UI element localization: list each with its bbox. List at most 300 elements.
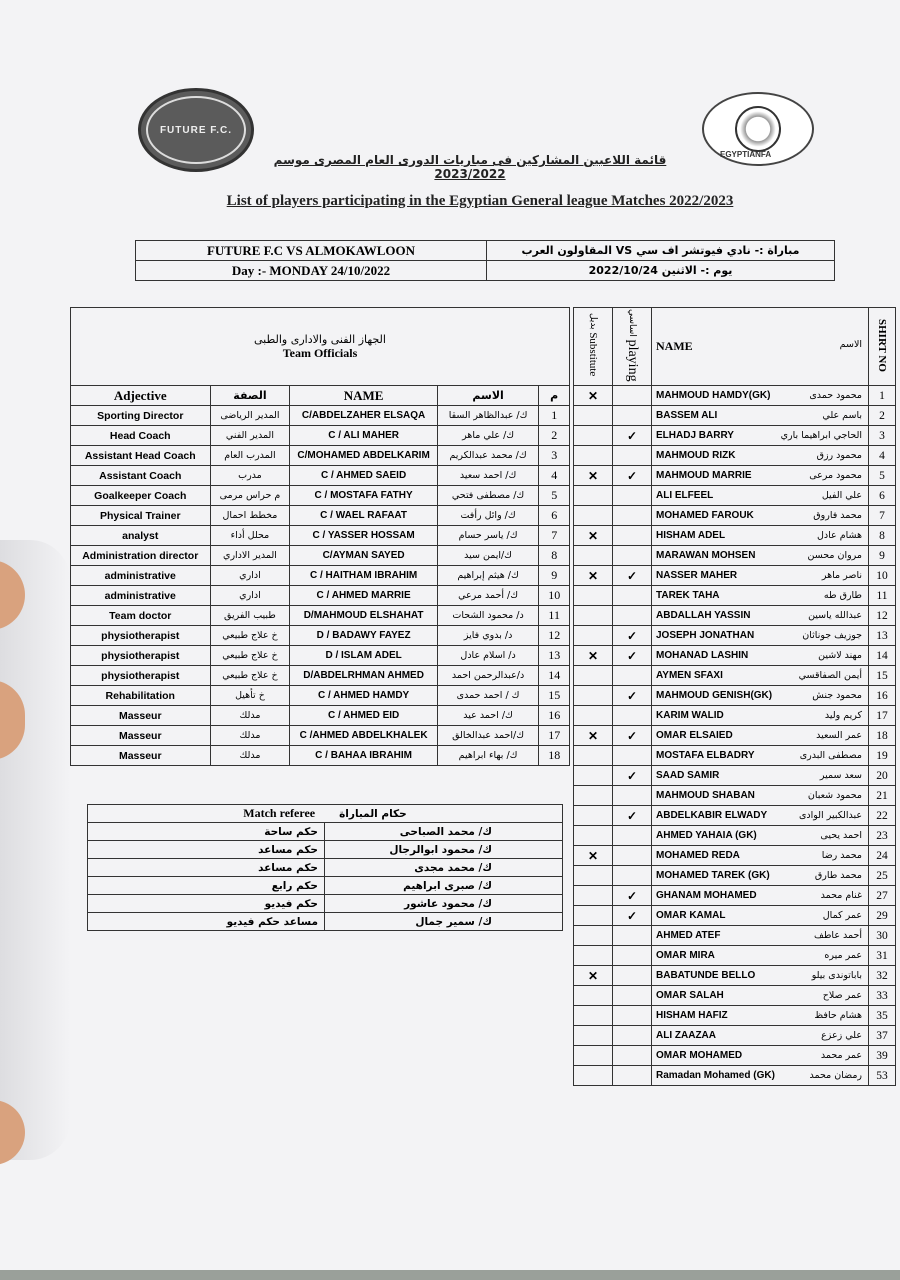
- player-name-ar: الحاجي ابراهيما باري: [780, 430, 862, 441]
- player-row: [574, 526, 896, 546]
- player-name-cell: [652, 726, 869, 746]
- player-name-ar: ناصر ماهر: [821, 570, 862, 581]
- player-name: ABDALLAH YASSIN: [656, 610, 751, 621]
- referee-name: ك/ محمود ابوالرجال: [325, 841, 563, 859]
- referee-name: ك/ سمير جمال: [325, 913, 563, 931]
- player-name: BASSEM ALI: [656, 410, 718, 421]
- playing-mark: [613, 1066, 652, 1086]
- referee-row: [88, 859, 563, 877]
- player-name-cell: [652, 586, 869, 606]
- official-row: [71, 546, 570, 566]
- player-name-cell: [652, 746, 869, 766]
- shirt-number: 15: [869, 666, 896, 686]
- shirt-number: 22: [869, 806, 896, 826]
- player-name: AYMEN SFAXI: [656, 670, 723, 681]
- playing-mark: [613, 506, 652, 526]
- substitute-mark: ✕: [574, 846, 613, 866]
- football-icon: [735, 106, 781, 152]
- shirt-number: 17: [869, 706, 896, 726]
- player-row: [574, 446, 896, 466]
- playing-mark: [613, 606, 652, 626]
- playing-mark: ✓: [613, 906, 652, 926]
- substitute-mark: [574, 886, 613, 906]
- player-row: [574, 666, 896, 686]
- official-name-ar: ك/ علي ماهر: [437, 426, 539, 446]
- substitute-mark: [574, 746, 613, 766]
- player-name-ar: رمضان محمد: [809, 1070, 862, 1081]
- playing-mark: [613, 446, 652, 466]
- shirt-no-label: SHIRT NO: [876, 318, 888, 372]
- referee-row: [88, 895, 563, 913]
- official-adjective: Assistant Coach: [71, 466, 211, 486]
- official-row: [71, 606, 570, 626]
- official-adjective: physiotherapist: [71, 666, 211, 686]
- player-name-ar: أحمد عاطف: [814, 930, 862, 941]
- referee-row: [88, 913, 563, 931]
- player-name-ar: باسم علي: [822, 410, 862, 421]
- official-name-ar: ك/ بهاء ابراهيم: [437, 746, 539, 766]
- shirt-number: 10: [869, 566, 896, 586]
- shirt-number: 35: [869, 1006, 896, 1026]
- official-name-ar: ك / احمد حمدى: [437, 686, 539, 706]
- player-row: [574, 826, 896, 846]
- player-name-cell: [652, 486, 869, 506]
- col-playing: [613, 308, 652, 386]
- player-name: ELHADJ BARRY: [656, 430, 734, 441]
- playing-mark: [613, 846, 652, 866]
- player-name-cell: [652, 926, 869, 946]
- substitute-mark: [574, 1046, 613, 1066]
- playing-mark: ✓: [613, 806, 652, 826]
- col-num: م: [539, 386, 570, 406]
- player-name-cell: [652, 966, 869, 986]
- player-name: MOHAMED TAREK (GK): [656, 870, 770, 881]
- player-name-ar: محمود جنش: [812, 690, 862, 701]
- referee-title-ar: حكام المباراة: [339, 808, 407, 820]
- player-name-cell: [652, 806, 869, 826]
- shirt-number: 23: [869, 826, 896, 846]
- player-name-ar: محمود شعبان: [807, 790, 862, 801]
- official-name: C / AHMED SAEID: [290, 466, 437, 486]
- shirt-number: 8: [869, 526, 896, 546]
- official-name-ar: ك/ ياسر حسام: [437, 526, 539, 546]
- substitute-mark: [574, 1026, 613, 1046]
- referee-header: [88, 805, 563, 823]
- official-row: [71, 426, 570, 446]
- playing-mark: [613, 966, 652, 986]
- substitute-mark: [574, 946, 613, 966]
- substitute-mark: ✕: [574, 566, 613, 586]
- official-role-ar: مدلك: [210, 726, 290, 746]
- col-role-ar: الصفة: [210, 386, 290, 406]
- official-role-ar: اداري: [210, 566, 290, 586]
- official-name-ar: ك/ مصطفى فتحي: [437, 486, 539, 506]
- player-row: [574, 486, 896, 506]
- official-adjective: administrative: [71, 566, 211, 586]
- player-row: [574, 1006, 896, 1026]
- player-name: OMAR KAMAL: [656, 910, 726, 921]
- official-number: 5: [539, 486, 570, 506]
- player-name-ar: محمد رضا: [821, 850, 862, 861]
- player-name-cell: [652, 606, 869, 626]
- player-name-cell: [652, 706, 869, 726]
- player-row: [574, 846, 896, 866]
- official-row: [71, 686, 570, 706]
- shirt-number: 33: [869, 986, 896, 1006]
- shirt-number: 14: [869, 646, 896, 666]
- substitute-mark: [574, 506, 613, 526]
- official-number: 2: [539, 426, 570, 446]
- future-fc-logo: [138, 88, 254, 172]
- substitute-mark: [574, 786, 613, 806]
- official-adjective: Goalkeeper Coach: [71, 486, 211, 506]
- official-adjective: Masseur: [71, 706, 211, 726]
- player-name-cell: [652, 646, 869, 666]
- official-role-ar: مدلك: [210, 706, 290, 726]
- shirt-number: 18: [869, 726, 896, 746]
- officials-title-en: Team Officials: [282, 345, 358, 360]
- playing-mark: [613, 946, 652, 966]
- player-row: [574, 786, 896, 806]
- referee-role: حكم ساحة: [88, 823, 325, 841]
- official-number: 1: [539, 406, 570, 426]
- official-number: 12: [539, 626, 570, 646]
- official-name-ar: ك/ محمد عبدالكريم: [437, 446, 539, 466]
- referee-name: ك/ محمد مجدى: [325, 859, 563, 877]
- referee-role: حكم مساعد: [88, 859, 325, 877]
- player-name-ar: محمود حمدى: [809, 390, 862, 401]
- substitute-mark: [574, 986, 613, 1006]
- player-name: ALI ELFEEL: [656, 490, 714, 501]
- playing-mark: [613, 826, 652, 846]
- player-name-cell: [652, 566, 869, 586]
- player-name: AHMED YAHAIA (GK): [656, 830, 757, 841]
- player-name-ar: مروان محسن: [807, 550, 862, 561]
- player-row: [574, 606, 896, 626]
- player-name: MAHMOUD RIZK: [656, 450, 736, 461]
- shirt-number: 11: [869, 586, 896, 606]
- shirt-number: 16: [869, 686, 896, 706]
- shirt-number: 53: [869, 1066, 896, 1086]
- shirt-number: 32: [869, 966, 896, 986]
- player-name-ar: مهند لاشين: [818, 650, 862, 661]
- col-substitute: [574, 308, 613, 386]
- officials-table: [70, 307, 570, 766]
- player-row: [574, 626, 896, 646]
- player-row: [574, 706, 896, 726]
- player-name: NASSER MAHER: [656, 570, 738, 581]
- shirt-number: 3: [869, 426, 896, 446]
- player-row: [574, 466, 896, 486]
- playing-mark: ✓: [613, 626, 652, 646]
- player-name-ar: عمر محمد: [820, 1050, 862, 1061]
- player-row: [574, 566, 896, 586]
- player-name-cell: [652, 846, 869, 866]
- playing-mark: [613, 406, 652, 426]
- official-name-ar: ك/احمد عبدالخالق: [437, 726, 539, 746]
- substitute-mark: [574, 706, 613, 726]
- referee-row: [88, 877, 563, 895]
- official-name: C / AHMED HAMDY: [290, 686, 437, 706]
- substitute-mark: [574, 586, 613, 606]
- shirt-number: 30: [869, 926, 896, 946]
- official-name-ar: ك/ احمد عيد: [437, 706, 539, 726]
- official-name-ar: ك/ أحمد مرعي: [437, 586, 539, 606]
- player-name-cell: [652, 546, 869, 566]
- player-name-ar: عمر كمال: [822, 910, 862, 921]
- player-name: OMAR MOHAMED: [656, 1050, 743, 1061]
- col-name-ar: الاسم: [437, 386, 539, 406]
- substitute-mark: ✕: [574, 726, 613, 746]
- official-number: 11: [539, 606, 570, 626]
- player-name: GHANAM MOHAMED: [656, 890, 757, 901]
- substitute-label: Substitute: [587, 332, 599, 377]
- player-name-cell: [652, 426, 869, 446]
- substitute-mark: [574, 866, 613, 886]
- playing-mark: ✓: [613, 646, 652, 666]
- shirt-number: 5: [869, 466, 896, 486]
- official-name: C/MOHAMED ABDELKARIM: [290, 446, 437, 466]
- official-role-ar: مدرب: [210, 466, 290, 486]
- substitute-mark: [574, 766, 613, 786]
- player-row: [574, 726, 896, 746]
- official-number: 3: [539, 446, 570, 466]
- substitute-mark: [574, 1066, 613, 1086]
- official-number: 18: [539, 746, 570, 766]
- playing-mark: [613, 1026, 652, 1046]
- officials-title-ar: الجهاز الفنى والادارى والطبى: [254, 332, 386, 346]
- player-name-label: NAME: [656, 339, 693, 353]
- official-number: 15: [539, 686, 570, 706]
- official-number: 6: [539, 506, 570, 526]
- substitute-mark: [574, 626, 613, 646]
- official-number: 14: [539, 666, 570, 686]
- official-role-ar: مدلك: [210, 746, 290, 766]
- player-row: [574, 886, 896, 906]
- playing-mark: ✓: [613, 686, 652, 706]
- player-name-cell: [652, 446, 869, 466]
- official-row: [71, 746, 570, 766]
- official-row: [71, 446, 570, 466]
- official-adjective: Masseur: [71, 726, 211, 746]
- official-row: [71, 726, 570, 746]
- referee-row: [88, 823, 563, 841]
- player-name: HISHAM HAFIZ: [656, 1010, 728, 1021]
- official-name: C / YASSER HOSSAM: [290, 526, 437, 546]
- playing-mark: ✓: [613, 726, 652, 746]
- match-day-en: Day :- MONDAY 24/10/2022: [136, 261, 487, 281]
- shirt-number: 25: [869, 866, 896, 886]
- player-row: [574, 806, 896, 826]
- playing-mark: [613, 666, 652, 686]
- playing-mark: ✓: [613, 766, 652, 786]
- shirt-number: 13: [869, 626, 896, 646]
- player-name-cell: [652, 466, 869, 486]
- official-adjective: analyst: [71, 526, 211, 546]
- player-name-ar: عبدالكبير الوادى: [798, 810, 862, 821]
- player-row: [574, 686, 896, 706]
- substitute-mark: [574, 926, 613, 946]
- official-number: 4: [539, 466, 570, 486]
- player-name-ar: محمود مرعى: [809, 470, 862, 481]
- player-name-ar: هشام عادل: [817, 530, 862, 541]
- official-row: [71, 706, 570, 726]
- official-name: C /AHMED ABDELKHALEK: [290, 726, 437, 746]
- official-number: 9: [539, 566, 570, 586]
- substitute-mark: [574, 606, 613, 626]
- player-name: HISHAM ADEL: [656, 530, 726, 541]
- official-role-ar: خ علاج طبيعي: [210, 666, 290, 686]
- substitute-mark: [574, 546, 613, 566]
- official-role-ar: المدرب العام: [210, 446, 290, 466]
- shirt-number: 9: [869, 546, 896, 566]
- player-row: [574, 386, 896, 406]
- player-name: Ramadan Mohamed (GK): [656, 1070, 775, 1081]
- substitute-mark: [574, 826, 613, 846]
- player-name-cell: [652, 946, 869, 966]
- official-name-ar: د/ اسلام عادل: [437, 646, 539, 666]
- substitute-ar-label: بديل: [588, 313, 598, 330]
- playing-mark: ✓: [613, 886, 652, 906]
- official-name-ar: د/ محمود الشحات: [437, 606, 539, 626]
- official-row: [71, 646, 570, 666]
- player-name-cell: [652, 866, 869, 886]
- player-name-cell: [652, 906, 869, 926]
- official-adjective: Sporting Director: [71, 406, 211, 426]
- playing-mark: [613, 1006, 652, 1026]
- official-adjective: Rehabilitation: [71, 686, 211, 706]
- player-row: [574, 426, 896, 446]
- player-row: [574, 866, 896, 886]
- substitute-mark: ✕: [574, 646, 613, 666]
- player-name-ar: جوزيف جوناثان: [802, 630, 862, 641]
- substitute-mark: [574, 486, 613, 506]
- player-name: TAREK TAHA: [656, 590, 720, 601]
- playing-mark: ✓: [613, 426, 652, 446]
- official-row: [71, 466, 570, 486]
- player-name: MOHANAD LASHIN: [656, 650, 749, 661]
- match-day-ar: يوم :- الاثنين 2022/10/24: [487, 261, 835, 281]
- official-name: C / AHMED EID: [290, 706, 437, 726]
- official-name: C / MOSTAFA FATHY: [290, 486, 437, 506]
- player-name: JOSEPH JONATHAN: [656, 630, 755, 641]
- player-name-ar: هشام حافظ: [814, 1010, 862, 1021]
- official-number: 10: [539, 586, 570, 606]
- official-name: C / ALI MAHER: [290, 426, 437, 446]
- shirt-number: 24: [869, 846, 896, 866]
- official-name-ar: د/عبدالرحمن احمد: [437, 666, 539, 686]
- official-name-ar: ك/ هيثم إبراهيم: [437, 566, 539, 586]
- official-name: C / WAEL RAFAAT: [290, 506, 437, 526]
- shirt-number: 27: [869, 886, 896, 906]
- player-name-cell: [652, 1026, 869, 1046]
- player-name-cell: [652, 666, 869, 686]
- col-player-name: [652, 308, 869, 386]
- player-name-cell: [652, 1066, 869, 1086]
- substitute-mark: [574, 446, 613, 466]
- match-info-table: [135, 240, 835, 281]
- shirt-number: 21: [869, 786, 896, 806]
- official-name: D / BADAWY FAYEZ: [290, 626, 437, 646]
- shirt-number: 4: [869, 446, 896, 466]
- official-number: 13: [539, 646, 570, 666]
- player-row: [574, 646, 896, 666]
- official-number: 7: [539, 526, 570, 546]
- player-name: ABDELKABIR ELWADY: [656, 810, 768, 821]
- referee-role: حكم رابع: [88, 877, 325, 895]
- player-row: [574, 586, 896, 606]
- player-name: MOHAMED REDA: [656, 850, 740, 861]
- player-name-ar: كريم وليد: [824, 710, 862, 721]
- player-name-ar: محمد طارق: [814, 870, 862, 881]
- player-name-ar: محمد فاروق: [813, 510, 862, 521]
- official-role-ar: طبيب الفريق: [210, 606, 290, 626]
- shirt-number: 29: [869, 906, 896, 926]
- substitute-mark: [574, 806, 613, 826]
- player-name-ar: محمود رزق: [816, 450, 862, 461]
- official-row: [71, 626, 570, 646]
- player-name: BABATUNDE BELLO: [656, 970, 756, 981]
- player-name-ar: سعد سمير: [819, 770, 862, 781]
- player-name-ar: أيمن الصفاقسي: [798, 670, 862, 681]
- playing-mark: [613, 786, 652, 806]
- playing-ar-label: اساسي: [627, 308, 637, 337]
- playing-mark: [613, 386, 652, 406]
- official-role-ar: اداري: [210, 586, 290, 606]
- shirt-number: 6: [869, 486, 896, 506]
- official-row: [71, 406, 570, 426]
- playing-mark: [613, 526, 652, 546]
- official-adjective: Head Coach: [71, 426, 211, 446]
- official-adjective: physiotherapist: [71, 626, 211, 646]
- col-adjective: Adjective: [71, 386, 211, 406]
- shirt-number: 19: [869, 746, 896, 766]
- referee-name: ك/ صبرى ابراهيم: [325, 877, 563, 895]
- player-row: [574, 406, 896, 426]
- player-name-ar: عمر صلاح: [822, 990, 862, 1001]
- player-name-cell: [652, 766, 869, 786]
- official-role-ar: المدير الفني: [210, 426, 290, 446]
- official-adjective: Administration director: [71, 546, 211, 566]
- player-row: [574, 746, 896, 766]
- player-name-ar: باباتوندى بيلو: [811, 970, 862, 981]
- official-role-ar: م حراس مرمى: [210, 486, 290, 506]
- official-role-ar: خ علاج طبيعي: [210, 626, 290, 646]
- playing-mark: [613, 986, 652, 1006]
- official-name: D/MAHMOUD ELSHAHAT: [290, 606, 437, 626]
- shirt-number: 7: [869, 506, 896, 526]
- official-adjective: administrative: [71, 586, 211, 606]
- club-logo-text: FUTURE F.C.: [159, 124, 233, 136]
- player-name-ar: علي الفيل: [821, 490, 862, 501]
- official-adjective: Masseur: [71, 746, 211, 766]
- official-adjective: Assistant Head Coach: [71, 446, 211, 466]
- official-adjective: physiotherapist: [71, 646, 211, 666]
- official-role-ar: محلل أداء: [210, 526, 290, 546]
- official-adjective: Team doctor: [71, 606, 211, 626]
- referee-table: [87, 804, 563, 931]
- shirt-number: 37: [869, 1026, 896, 1046]
- official-number: 17: [539, 726, 570, 746]
- playing-mark: [613, 746, 652, 766]
- playing-mark: [613, 546, 652, 566]
- official-number: 16: [539, 706, 570, 726]
- player-name: AHMED ATEF: [656, 930, 721, 941]
- official-adjective: Physical Trainer: [71, 506, 211, 526]
- substitute-mark: ✕: [574, 466, 613, 486]
- referee-role: حكم فيديو: [88, 895, 325, 913]
- playing-label: playing: [625, 339, 640, 382]
